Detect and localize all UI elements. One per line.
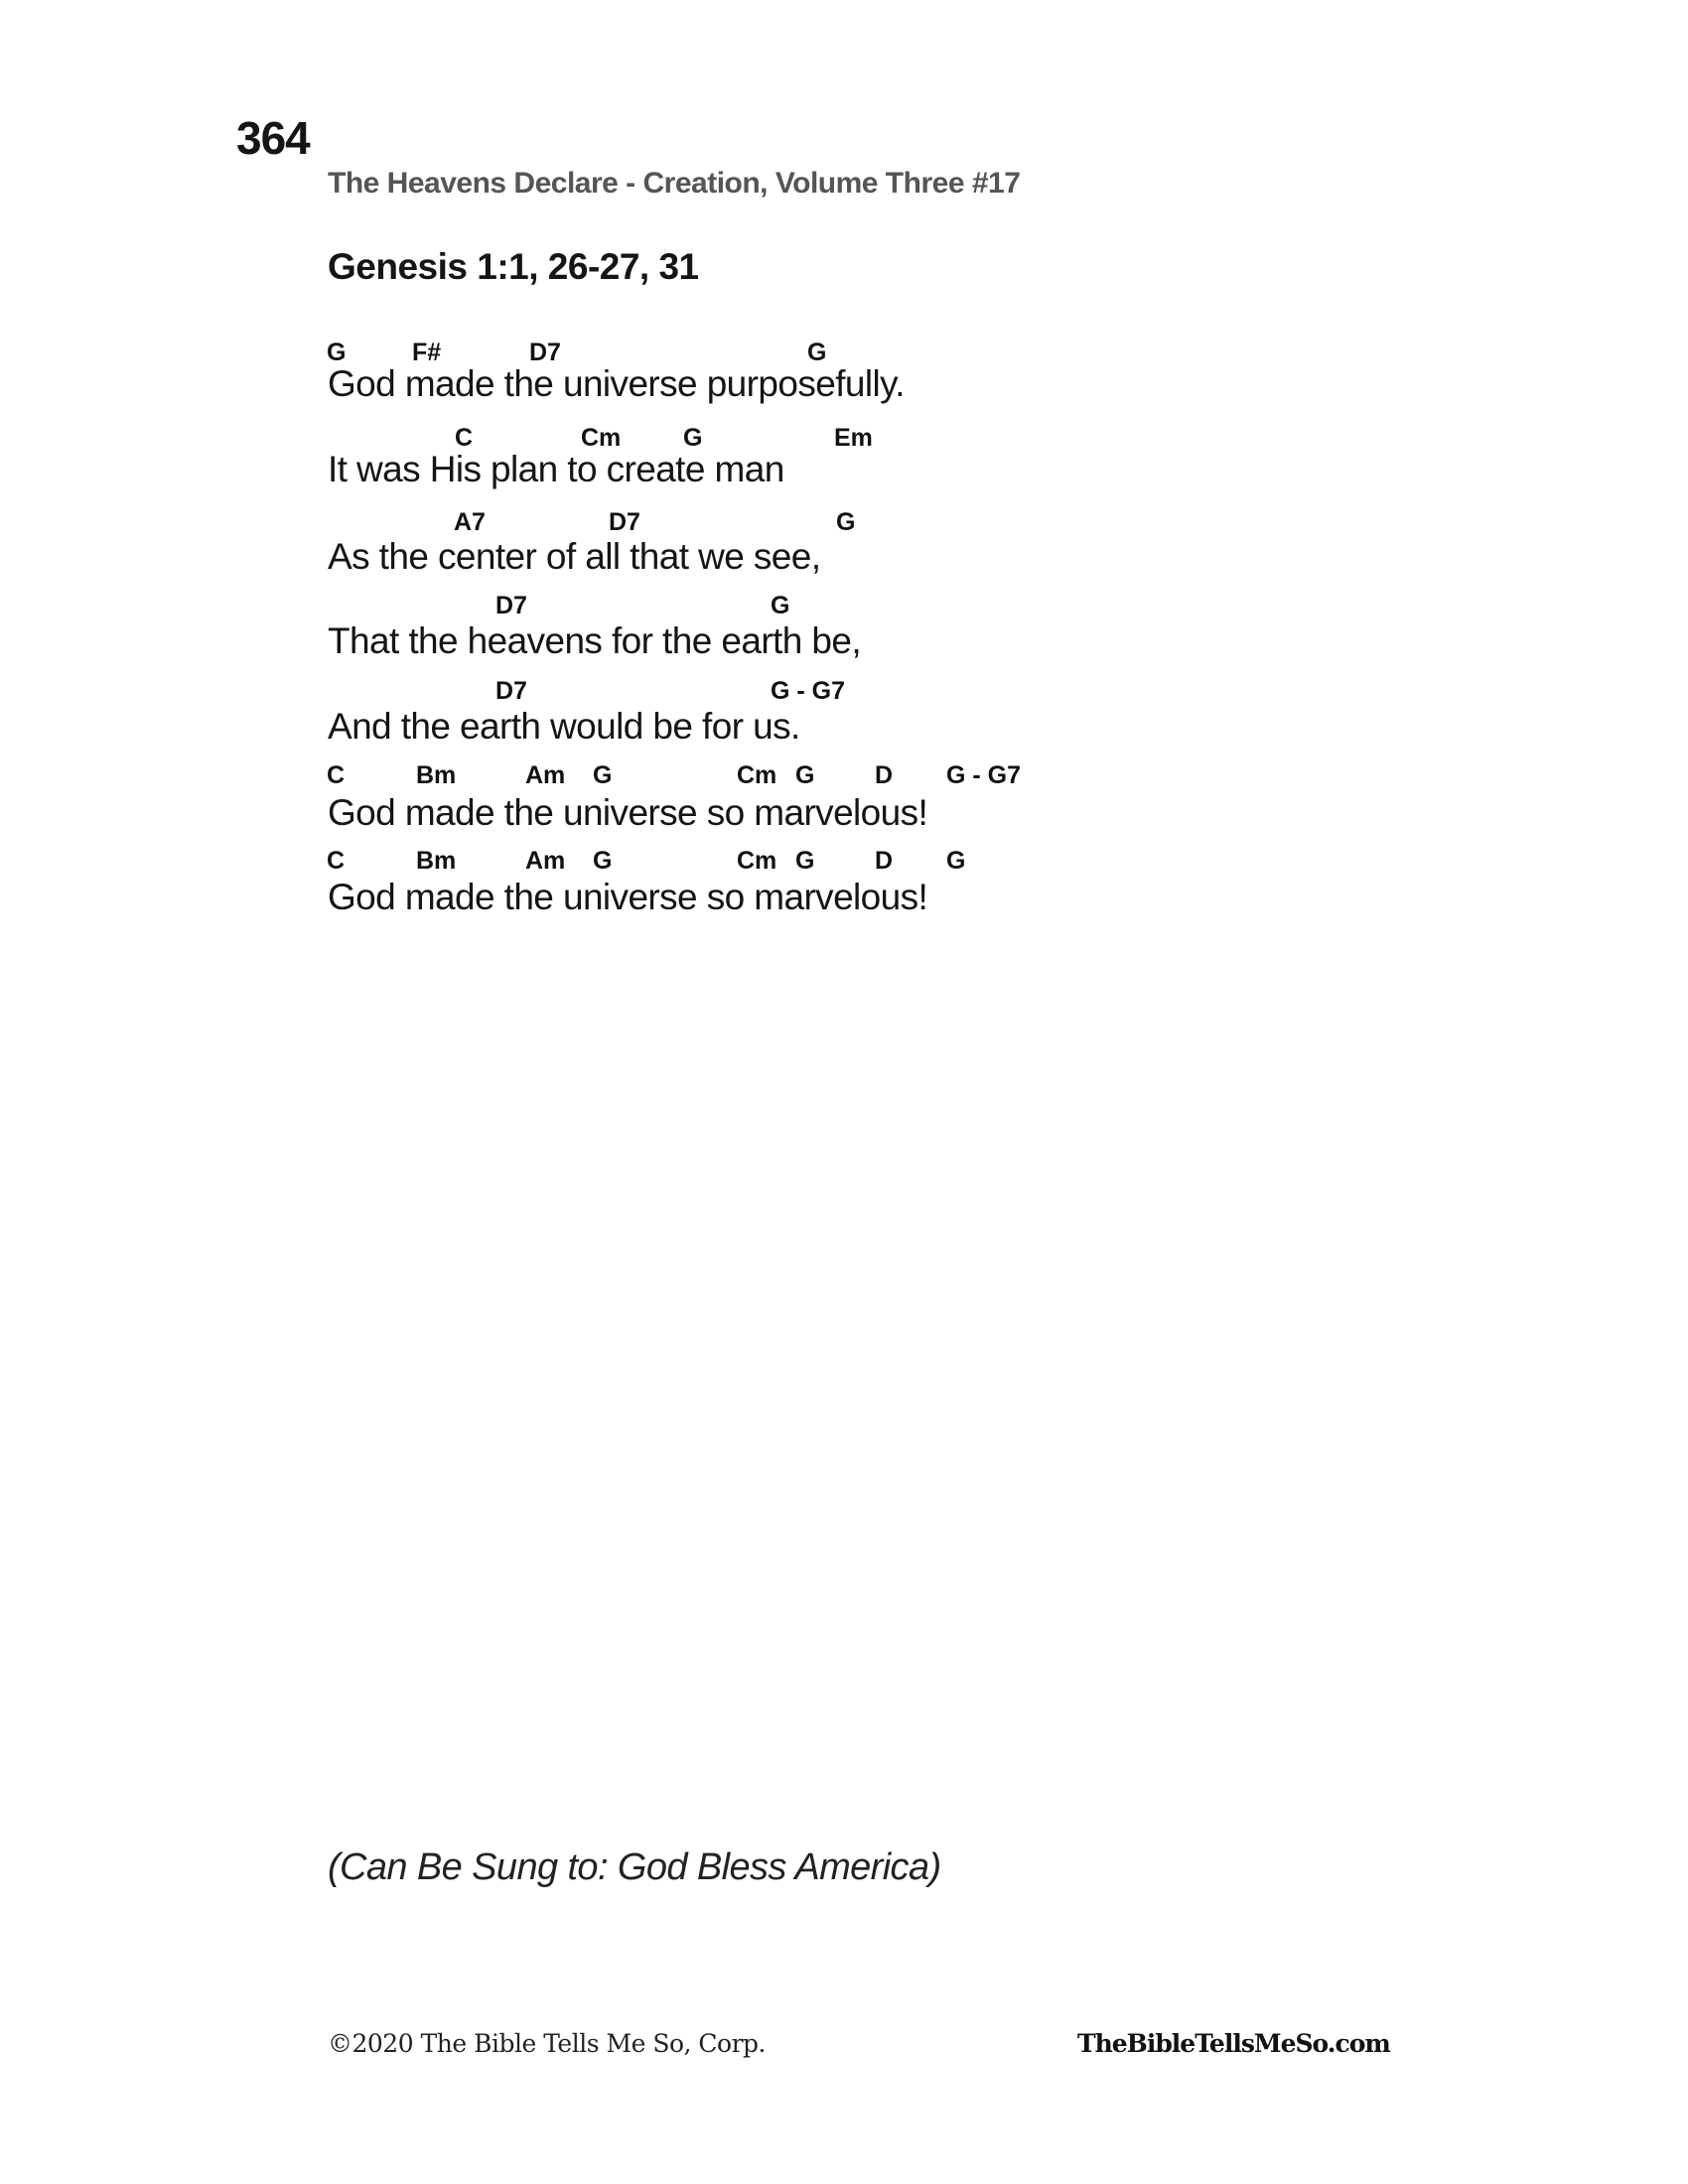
- lyric-line: And the earth would be for us.: [328, 706, 800, 747]
- chord-label: G - G7: [946, 761, 1022, 789]
- chord-label: C: [327, 847, 346, 875]
- chord-label: G: [593, 847, 613, 875]
- chord-label: Am: [525, 847, 566, 875]
- chord-label: D: [875, 761, 894, 789]
- chord-label: G: [807, 339, 827, 366]
- chord-label: G: [946, 847, 966, 875]
- chord-label: G - G7: [771, 677, 846, 705]
- chord-label: A7: [454, 508, 486, 536]
- chord-label: Cm: [737, 847, 777, 875]
- chord-label: C: [455, 424, 474, 452]
- chord-label: D7: [495, 677, 527, 705]
- chord-label: G: [836, 508, 856, 536]
- website-link[interactable]: TheBibleTellsMeSo.com: [1077, 2029, 1390, 2058]
- chord-label: G: [593, 761, 613, 789]
- chord-label: Bm: [416, 761, 457, 789]
- lyric-line: It was His plan to create man: [328, 449, 784, 489]
- chord-label: G: [795, 847, 815, 875]
- lyric-line: God made the universe so marvelous!: [328, 792, 928, 833]
- chord-label: C: [327, 761, 346, 789]
- page-number: 364: [236, 112, 310, 164]
- chord-label: Em: [834, 424, 873, 452]
- chord-label: D7: [495, 592, 527, 619]
- chord-label: Am: [525, 761, 566, 789]
- chord-label: G: [771, 592, 790, 619]
- chord-label: G: [327, 339, 347, 366]
- scripture-reference: Genesis 1:1, 26-27, 31: [328, 246, 699, 287]
- chord-label: D7: [609, 508, 640, 536]
- chord-label: Bm: [416, 847, 457, 875]
- song-title: The Heavens Declare - Creation, Volume Three #17: [328, 167, 1021, 200]
- tune-note: (Can Be Sung to: God Bless America): [328, 1846, 941, 1888]
- lyric-line: God made the universe so marvelous!: [328, 877, 928, 917]
- lyric-line: As the center of all that we see,: [328, 536, 821, 577]
- chord-label: G: [683, 424, 703, 452]
- chord-label: Cm: [581, 424, 622, 452]
- chord-label: Cm: [737, 761, 777, 789]
- lyric-line: That the heavens for the earth be,: [328, 620, 862, 661]
- chord-label: D: [875, 847, 894, 875]
- chord-label: D7: [529, 339, 561, 366]
- chord-label: F#: [412, 339, 442, 366]
- lyric-line: God made the universe purposefully.: [328, 363, 905, 404]
- copyright-notice: ©2020 The Bible Tells Me So, Corp.: [328, 2029, 766, 2058]
- chord-label: G: [795, 761, 815, 789]
